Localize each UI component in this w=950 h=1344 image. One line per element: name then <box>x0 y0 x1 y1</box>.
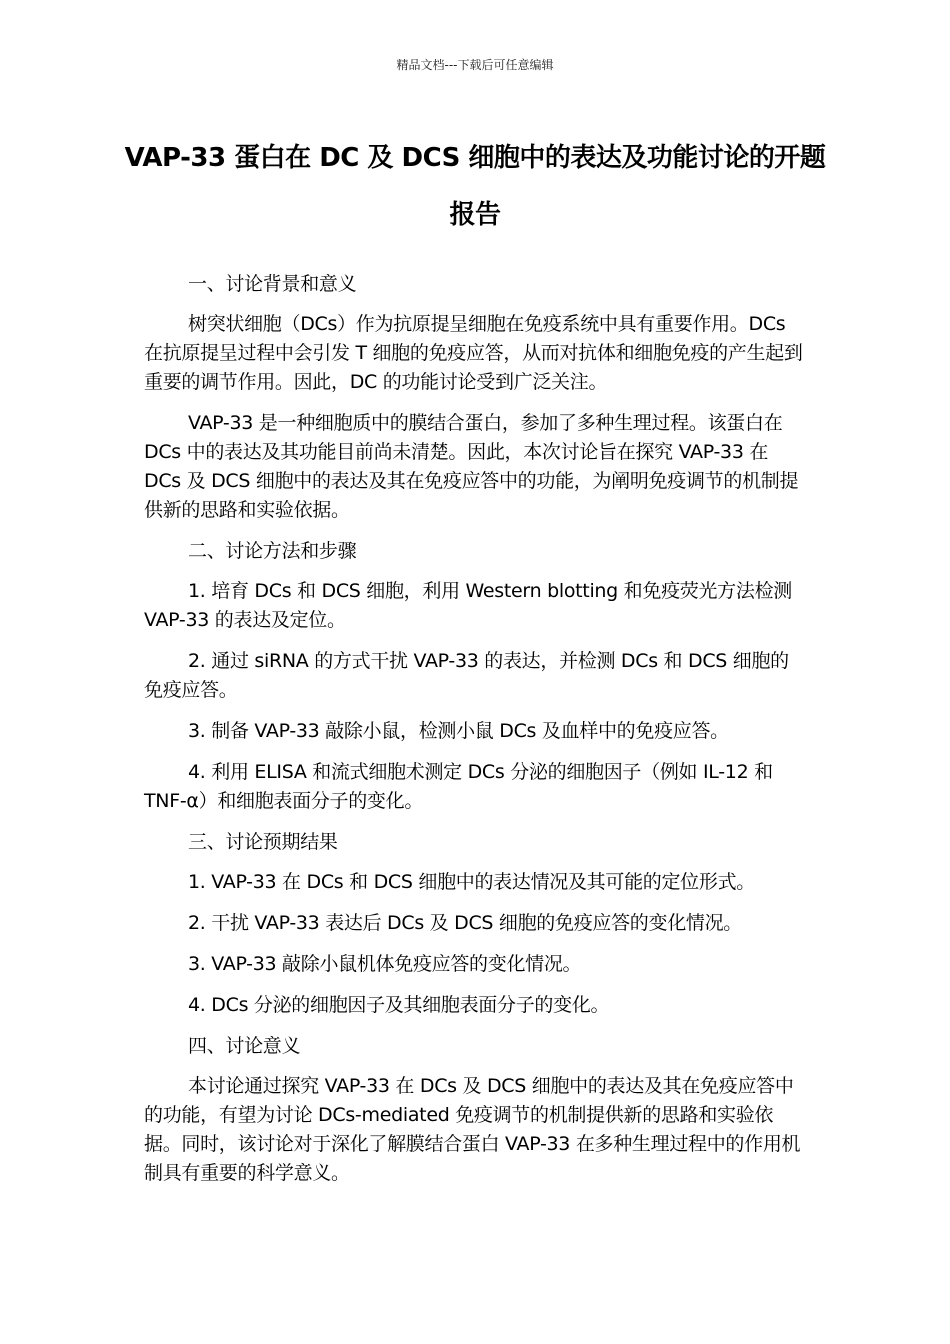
list-item: 3. VAP-33 敲除小鼠机体免疫应答的变化情况。 <box>188 953 582 975</box>
section-heading-methods: 二、讨论方法和步骤 <box>188 540 357 562</box>
list-item: 1. 培育 DCs 和 DCS 细胞，利用 Western blotting 和免疫荧光方法检测 VAP-33 的表达及定位。 <box>144 580 792 631</box>
document-title: VAP-33 蛋白在 DC 及 DCS 细胞中的表达及功能讨论的开题报告 <box>124 143 826 230</box>
list-item: 2. 干扰 VAP-33 表达后 DCs 及 DCS 细胞的免疫应答的变化情况。 <box>188 912 743 934</box>
list-item: 1. VAP-33 在 DCs 和 DCS 细胞中的表达情况及其可能的定位形式。 <box>188 871 755 893</box>
list-item: 3. 制备 VAP-33 敲除小鼠，检测小鼠 DCs 及血样中的免疫应答。 <box>188 720 729 742</box>
list-item: 4. 利用 ELISA 和流式细胞术测定 DCs 分泌的细胞因子（例如 IL-12 和 TNF-α）和细胞表面分子的变化。 <box>144 761 773 812</box>
paragraph: 树突状细胞（DCs）作为抗原提呈细胞在免疫系统中具有重要作用。DCs 在抗原提呈过程中会引发 T 细胞的免疫应答，从而对抗体和细胞免疫的产生起到重要的调节作用。因此，DC 的功能讨论受到广泛关注。 <box>144 313 803 393</box>
page-header-watermark: 精品文档---下载后可任意编辑 <box>396 58 554 72</box>
list-item: 4. DCs 分泌的细胞因子及其细胞表面分子的变化。 <box>188 994 610 1016</box>
document-body <box>144 270 806 1200</box>
section-heading-significance: 四、讨论意义 <box>188 1035 301 1057</box>
paragraph: 本讨论通过探究 VAP-33 在 DCs 及 DCS 细胞中的表达及其在免疫应答中的功能，有望为讨论 DCs-mediated 免疫调节的机制提供新的思路和实验依据。同时，该讨论对于深化了解膜结合蛋白 VAP-33 在多种生理过程中的作用机制具有重要的科学意义。 <box>144 1075 801 1184</box>
section-heading-expected-results: 三、讨论预期结果 <box>188 831 338 853</box>
list-item: 2. 通过 siRNA 的方式干扰 VAP-33 的表达，并检测 DCs 和 DCS 细胞的免疫应答。 <box>144 650 789 701</box>
section-heading-background: 一、讨论背景和意义 <box>188 273 357 295</box>
paragraph: VAP-33 是一种细胞质中的膜结合蛋白，参加了多种生理过程。该蛋白在 DCs 中的表达及其功能目前尚未清楚。因此，本次讨论旨在探究 VAP-33 在 DCs 及 DCS 细胞中的表达及其在免疫应答中的功能，为阐明免疫调节的机制提供新的思路和实验依据。 <box>144 412 799 521</box>
